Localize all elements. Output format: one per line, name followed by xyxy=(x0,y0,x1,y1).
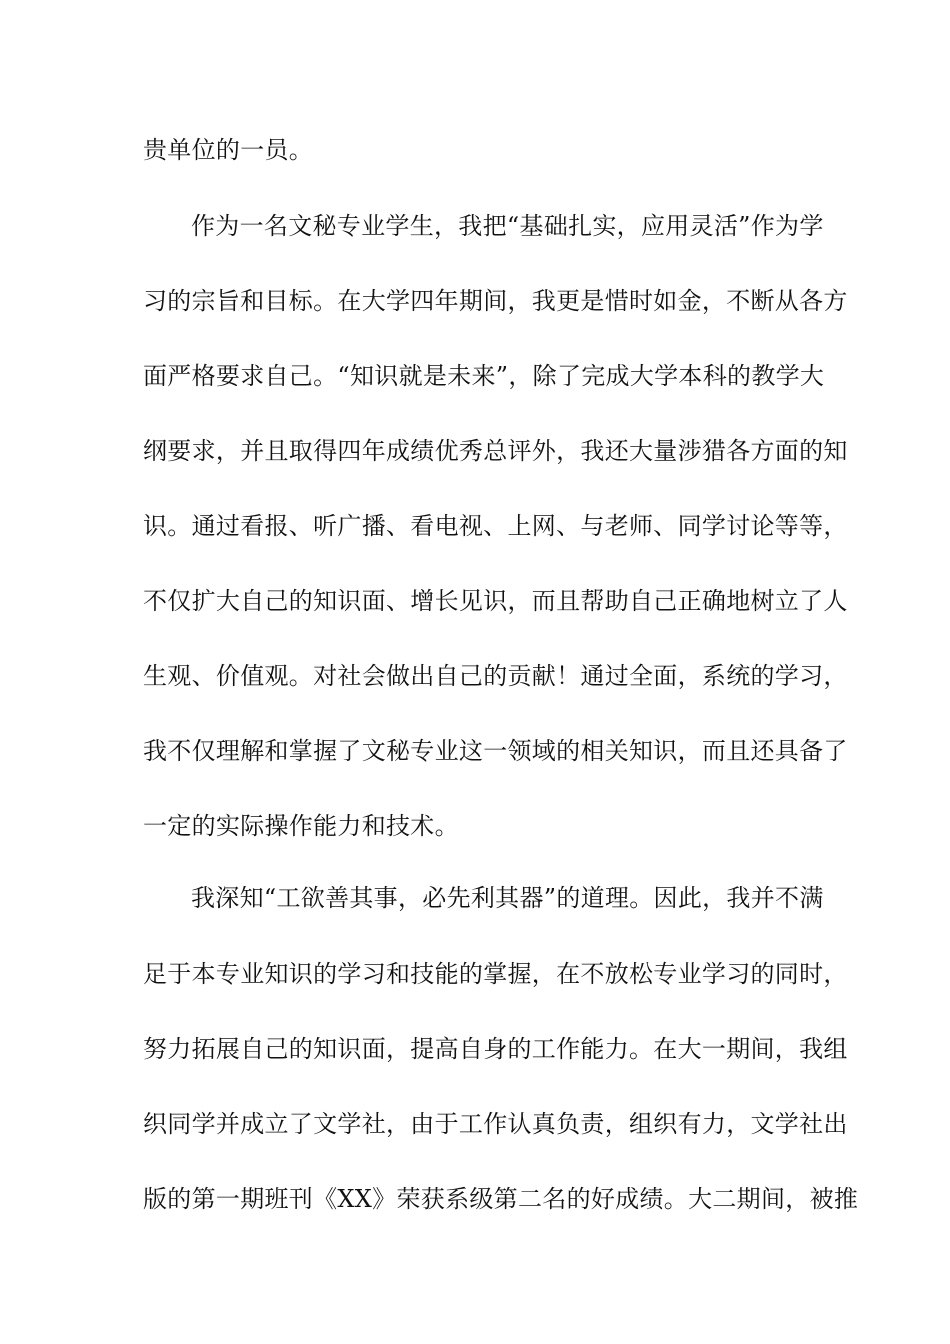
text-line: 我不仅理解和掌握了文秘专业这一领域的相关知识，而且还具备了 xyxy=(143,737,848,765)
text-line: 贵单位的一员。 xyxy=(143,136,314,164)
paragraph-first-line: 我深知“工欲善其事，必先利其器”的道理。因此，我并不满 xyxy=(191,884,824,912)
text-line: 识。通过看报、听广播、看电视、上网、与老师、同学讨论等等， xyxy=(143,512,848,540)
text-line: 习的宗旨和目标。在大学四年期间，我更是惜时如金，不断从各方 xyxy=(143,287,848,315)
text-line: 纲要求，并且取得四年成绩优秀总评外，我还大量涉猎各方面的知 xyxy=(143,437,848,465)
text-line: 足于本专业知识的学习和技能的掌握，在不放松专业学习的同时， xyxy=(143,960,848,988)
text-line: 不仅扩大自己的知识面、增长见识，而且帮助自己正确地树立了人 xyxy=(143,587,848,615)
text-line: 一定的实际操作能力和技术。 xyxy=(143,812,459,840)
text-line: 织同学并成立了文学社，由于工作认真负责，组织有力，文学社出 xyxy=(143,1110,848,1138)
text-line: 面严格要求自己。“知识就是未来”，除了完成大学本科的教学大 xyxy=(143,362,825,390)
text-line: 版的第一期班刊《XX》荣获系级第二名的好成绩。大二期间，被推 xyxy=(143,1185,859,1213)
text-line: 生观、价值观。对社会做出自己的贡献！通过全面，系统的学习， xyxy=(143,662,848,690)
text-line: 努力拓展自己的知识面，提高自身的工作能力。在大一期间，我组 xyxy=(143,1035,848,1063)
paragraph-first-line: 作为一名文秘专业学生，我把“基础扎实，应用灵活”作为学 xyxy=(191,212,824,240)
